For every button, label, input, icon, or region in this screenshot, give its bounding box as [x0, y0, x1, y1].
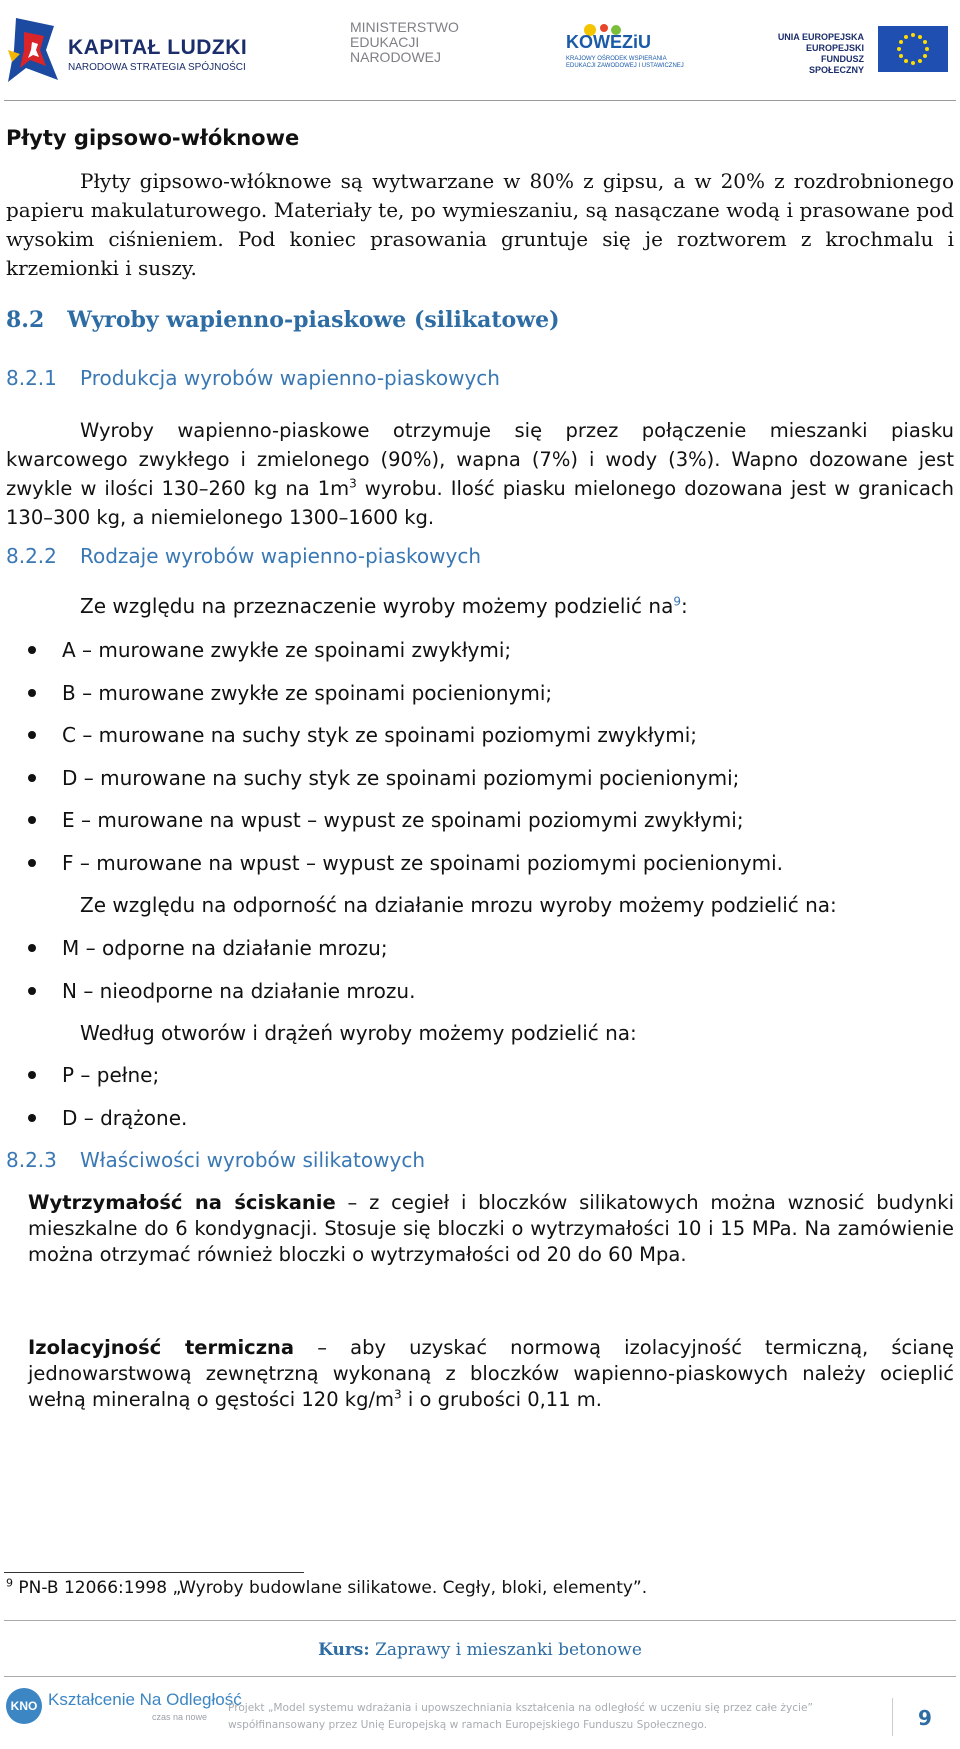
lead-przeznaczenie-text: Ze względu na przeznaczenie wyroby możemy podzielić na: [80, 594, 674, 618]
men-line-3: NARODOWEJ: [350, 49, 441, 65]
heading-8-2-3-title: Właściwości wyrobów silikatowych: [80, 1148, 425, 1172]
kno-logo-tagline: czas na nowe: [152, 1712, 208, 1722]
bullet-icon: [28, 774, 36, 782]
heading-8-2-1-number: 8.2.1: [6, 366, 57, 390]
term-izolacyjnosc: Izolacyjność termiczna: [28, 1336, 295, 1359]
page-header: [0, 0, 960, 102]
list-item-text: B – murowane zwykłe ze spoinami pocienionymi;: [62, 681, 553, 705]
list-item: [28, 681, 552, 705]
list-item-text: C – murowane na suchy styk ze spoinami poziomymi zwykłymi;: [62, 723, 697, 747]
list-item-text: N – nieodporne na działanie mrozu.: [62, 979, 416, 1003]
list-item-text: D – murowane na suchy styk ze spoinami poziomymi pocienionymi;: [62, 766, 740, 790]
course-name: Zaprawy i mieszanki betonowe: [369, 1640, 642, 1660]
footer-divider-top: [4, 1620, 956, 1621]
project-note-line-2: współfinansowany przez Unię Europejską w ramach Europejskiego Funduszu Społecznego.: [228, 1719, 708, 1731]
page-number: 9: [918, 1706, 932, 1730]
footnote-ref-9[interactable]: 9: [673, 594, 681, 609]
paragraph-produkcja: [6, 416, 954, 532]
koweziu-caption: [566, 56, 684, 70]
list-item-text: F – murowane na wpust – wypust ze spoinami poziomymi pocienionymi.: [62, 851, 784, 875]
footer-vertical-divider: [892, 1698, 893, 1736]
bullet-icon: [28, 944, 36, 952]
list-item: [28, 1063, 159, 1087]
heading-plyty-gipsowo-wloknowe: Płyty gipsowo-włóknowe: [6, 126, 300, 150]
men-logo: [350, 20, 470, 80]
footnote-marker: 9: [6, 1576, 13, 1590]
eu-flag-icon: [878, 26, 948, 72]
heading-8-2: 8.2 Wyroby wapienno-piaskowe (silikatowe): [6, 307, 560, 333]
eu-logo: [764, 24, 954, 74]
eu-logo-text: [764, 32, 864, 76]
list-item: [28, 1106, 187, 1130]
heading-8-2-2: [6, 544, 481, 568]
term-wytrzymalosc: Wytrzymałość na ściskanie: [28, 1191, 336, 1214]
kapital-ludzki-title: KAPITAŁ LUDZKI: [68, 36, 248, 59]
footnote-divider: [4, 1572, 304, 1573]
list-item-text: E – murowane na wpust – wypust ze spoinami poziomymi zwykłymi;: [62, 808, 744, 832]
lead-przeznaczenie: [80, 594, 688, 618]
footnote-text: PN-B 12066:1998 „Wyroby budowlane silikatowe. Cegły, bloki, elementy”.: [13, 1578, 648, 1598]
eu-line-2: EUROPEJSKI: [805, 43, 864, 53]
list-item: [28, 766, 739, 790]
men-line-2: EDUKACJI: [350, 34, 420, 50]
list-item: [28, 808, 744, 832]
paragraph-plyty: [6, 167, 954, 283]
project-note: [228, 1700, 813, 1734]
bullet-icon: [28, 859, 36, 867]
koweziu-name: KOWEZiU: [566, 32, 651, 52]
koweziu-caption-line-2: EDUKACJI ZAWODOWEJ I USTAWICZNEJ: [566, 63, 684, 69]
kno-circle-icon: KNO: [6, 1688, 42, 1724]
bullet-icon: [28, 1114, 36, 1122]
bullet-icon: [28, 816, 36, 824]
lead-otwory: Według otworów i drążeń wyroby możemy podzielić na:: [80, 1021, 637, 1045]
koweziu-caption-line-1: KRAJOWY OŚRODEK WSPIERANIA: [566, 56, 667, 62]
kapital-ludzki-subtitle: NARODOWA STRATEGIA SPÓJNOŚCI: [68, 62, 246, 73]
list-item-text: P – pełne;: [62, 1063, 160, 1087]
kno-logo-name: Kształcenie Na Odległość: [48, 1690, 242, 1709]
footnote: [6, 1578, 647, 1598]
lead-przeznaczenie-colon: :: [680, 594, 688, 618]
lead-mrozoodpornosc: Ze względu na odporność na działanie mrozu wyroby możemy podzielić na:: [80, 893, 837, 917]
heading-8-2-2-number: 8.2.2: [6, 544, 57, 568]
paragraph-produkcja-text-1: Wyroby wapienno-piaskowe otrzymuje się przez połączenie mieszanki piasku kwarcowego zwykłego i zmielonego (90%), wapna (7%) i wody (3%). Wapno dozowane jest zwykle w ilości 130–260 kg na 1m: [6, 419, 954, 500]
heading-8-2-1: [6, 366, 500, 390]
heading-8-2-3: [6, 1148, 425, 1172]
list-item-text: A – murowane zwykłe ze spoinami zwykłymi;: [62, 638, 512, 662]
bullet-icon: [28, 646, 36, 654]
bullet-icon: [28, 731, 36, 739]
superscript-m3: 3: [349, 476, 357, 491]
bullet-icon: [28, 987, 36, 995]
kapital-ludzki-star-icon: [6, 10, 62, 86]
list-item: [28, 979, 415, 1003]
paragraph-izolacyjnosc: [28, 1335, 954, 1413]
bullet-icon: [28, 689, 36, 697]
course-label: Kurs:: [318, 1640, 370, 1660]
project-note-line-1: Projekt „Model systemu wdrażania i upowszechniania kształcenia na odległość w uczeniu się przez całe życie”: [228, 1702, 814, 1714]
paragraph-wytrzymalosc: [28, 1190, 954, 1268]
koweziu-logo: [560, 22, 684, 78]
paragraph-izolacyjnosc-end: i o grubości 0,11 m.: [401, 1388, 603, 1411]
list-item: [28, 936, 388, 960]
list-item: [28, 638, 511, 662]
list-item: [28, 851, 783, 875]
course-line: [0, 1640, 960, 1660]
list-item: [28, 723, 697, 747]
eu-line-1: UNIA EUROPEJSKA: [777, 32, 864, 42]
paragraph-wytrzymalosc-text: – z cegieł i bloczków silikatowych można wznosić budynki mieszkalne do 6 kondygnacji. Stosuje się bloczki o wytrzymałości 10 i 15 MPa. Na zamówienie można otrzymać również bloczki o wytrzymałości od 20 do 60 Mpa.: [28, 1191, 954, 1266]
heading-8-2-3-number: 8.2.3: [6, 1148, 57, 1172]
kno-logo: [6, 1684, 242, 1734]
paragraph-produkcja-text-2: wyrobu. Ilość piasku mielonego dozowana jest w granicach 130–300 kg, a niemielonego 1300–1600 kg.: [6, 477, 954, 529]
heading-8-2-1-title: Produkcja wyrobów wapienno-piaskowych: [80, 366, 500, 390]
header-divider: [4, 100, 956, 101]
paragraph-plyty-text: Płyty gipsowo-włóknowe są wytwarzane w 80% z gipsu, a w 20% z rozdrobnionego papieru makulaturowego. Materiały te, po wymieszaniu, są nasączane wodą i prasowane pod wysokim ciśnieniem. Pod koniec prasowania gruntuje się je roztworem z krochmalu i krzemionki i suszy.: [6, 169, 954, 280]
list-item-text: D – drążone.: [62, 1106, 188, 1130]
men-line-1: MINISTERSTWO: [350, 19, 459, 35]
heading-8-2-2-title: Rodzaje wyrobów wapienno-piaskowych: [80, 544, 482, 568]
eu-line-3: FUNDUSZ SPOŁECZNY: [808, 54, 864, 75]
kapital-ludzki-logo: [6, 10, 246, 90]
paragraph-izolacyjnosc-text: – aby uzyskać normową izolacyjność termiczną, ścianę jednowarstwową zewnętrzną wykonaną z bloczków wapienno-piaskowych należy ocieplić wełną mineralną o gęstości 120 kg/m: [28, 1336, 954, 1411]
superscript-m3: 3: [394, 1387, 402, 1402]
bullet-icon: [28, 1071, 36, 1079]
footer-divider-bottom: [4, 1676, 956, 1677]
list-item-text: M – odporne na działanie mrozu;: [62, 936, 388, 960]
